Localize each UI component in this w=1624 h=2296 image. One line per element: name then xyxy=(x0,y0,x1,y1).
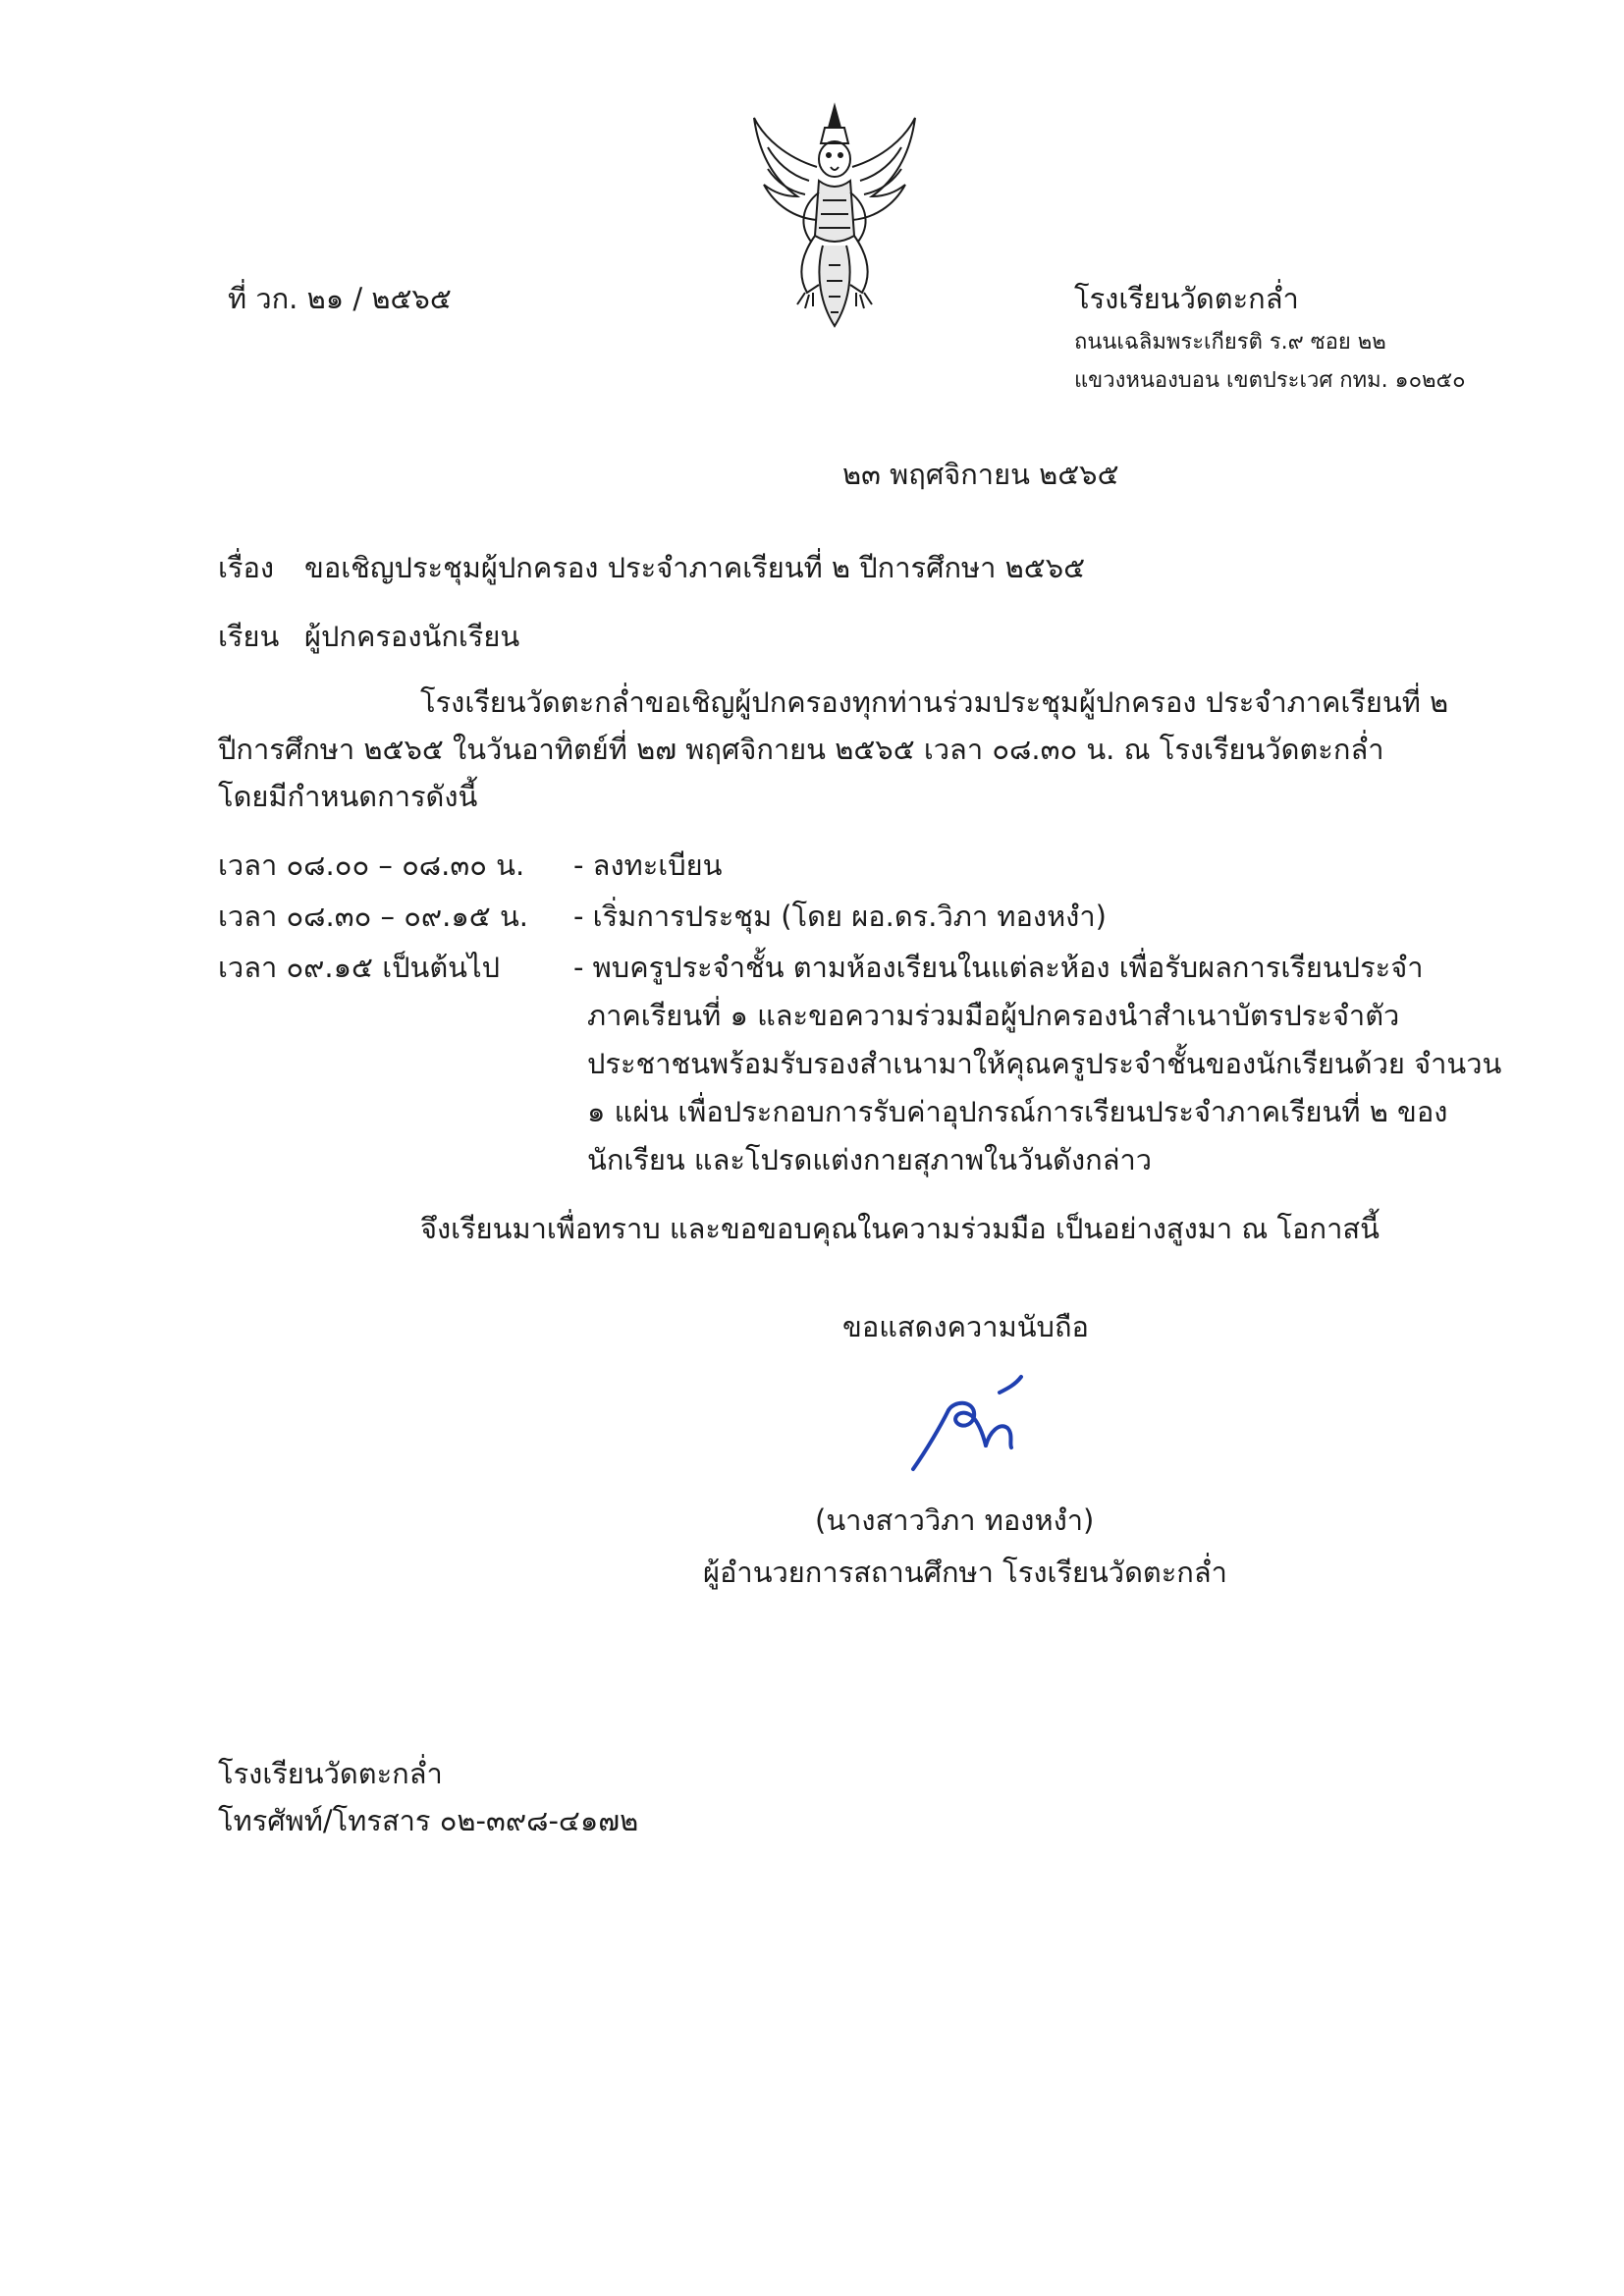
schedule-time: เวลา ๐๙.๑๕ เป็นต้นไป xyxy=(218,951,500,984)
signer-name: (นางสาววิภา ทองหงำ) xyxy=(815,1503,1095,1537)
recipient-label: เรียน xyxy=(218,620,280,653)
footer-phone: โทรศัพท์/โทรสาร ๐๒-๓๙๘-๔๑๗๒ xyxy=(218,1804,639,1837)
letter-date: ๒๓ พฤศจิกายน ๒๕๖๕ xyxy=(842,458,1119,491)
signer-position: ผู้อำนวยการสถานศึกษา โรงเรียนวัดตะกล่ำ xyxy=(703,1556,1227,1589)
schedule-continuation: นักเรียน และโปรดแต่งกายสุภาพในวันดังกล่าว xyxy=(587,1143,1153,1176)
subject-text: ขอเชิญประชุมผู้ปกครอง ประจำภาคเรียนที่ ๒ ปีการศึกษา ๒๕๖๕ xyxy=(304,551,1086,584)
closing-text: จึงเรียนมาเพื่อทราบ และขอขอบคุณในความร่วมมือ เป็นอย่างสูงมา ณ โอกาสนี้ xyxy=(420,1212,1380,1245)
schedule-continuation: ภาคเรียนที่ ๑ และขอความร่วมมือผู้ปกครองนำสำเนาบัตรประจำตัว xyxy=(587,999,1400,1032)
schedule-description: - เริ่มการประชุม (โดย ผอ.ดร.วิภา ทองหงำ) xyxy=(573,900,1107,933)
body-line-2: ปีการศึกษา ๒๕๖๕ ในวันอาทิตย์ที่ ๒๗ พฤศจิกายน ๒๕๖๕ เวลา ๐๘.๓๐ น. ณ โรงเรียนวัดตะกล่ำ xyxy=(218,733,1384,766)
schedule-time: เวลา ๐๘.๐๐ – ๐๘.๓๐ น. xyxy=(218,848,525,882)
school-address-line2: แขวงหนองบอน เขตประเวศ กทม. ๑๐๒๕๐ xyxy=(1074,368,1466,393)
school-address-line1: ถนนเฉลิมพระเกียรติ ร.๙ ซอย ๒๒ xyxy=(1074,330,1386,355)
schedule-continuation: ประชาชนพร้อมรับรองสำเนามาให้คุณครูประจำชั้นของนักเรียนด้วย จำนวน xyxy=(587,1047,1502,1080)
body-line-1: โรงเรียนวัดตะกล่ำขอเชิญผู้ปกครองทุกท่านร่วมประชุมผู้ปกครอง ประจำภาคเรียนที่ ๒ xyxy=(420,685,1449,719)
schedule-time: เวลา ๐๘.๓๐ – ๐๙.๑๕ น. xyxy=(218,900,528,933)
recipient-text: ผู้ปกครองนักเรียน xyxy=(304,620,520,653)
body-line-3: โดยมีกำหนดการดังนี้ xyxy=(218,780,478,813)
closing-regards: ขอแสดงความนับถือ xyxy=(842,1310,1089,1343)
footer-school: โรงเรียนวัดตะกล่ำ xyxy=(218,1757,443,1790)
garuda-emblem-icon xyxy=(746,98,923,334)
signature-icon xyxy=(884,1365,1060,1483)
schedule-description: - ลงทะเบียน xyxy=(573,848,723,882)
reference-number: ที่ วก. ๒๑ / ๒๕๖๕ xyxy=(228,282,452,315)
school-name: โรงเรียนวัดตะกล่ำ xyxy=(1074,282,1299,315)
schedule-continuation: ๑ แผ่น เพื่อประกอบการรับค่าอุปกรณ์การเรียนประจำภาคเรียนที่ ๒ ของ xyxy=(587,1095,1448,1128)
schedule-description: - พบครูประจำชั้น ตามห้องเรียนในแต่ละห้อง เพื่อรับผลการเรียนประจำ xyxy=(573,951,1424,984)
subject-label: เรื่อง xyxy=(218,551,275,584)
